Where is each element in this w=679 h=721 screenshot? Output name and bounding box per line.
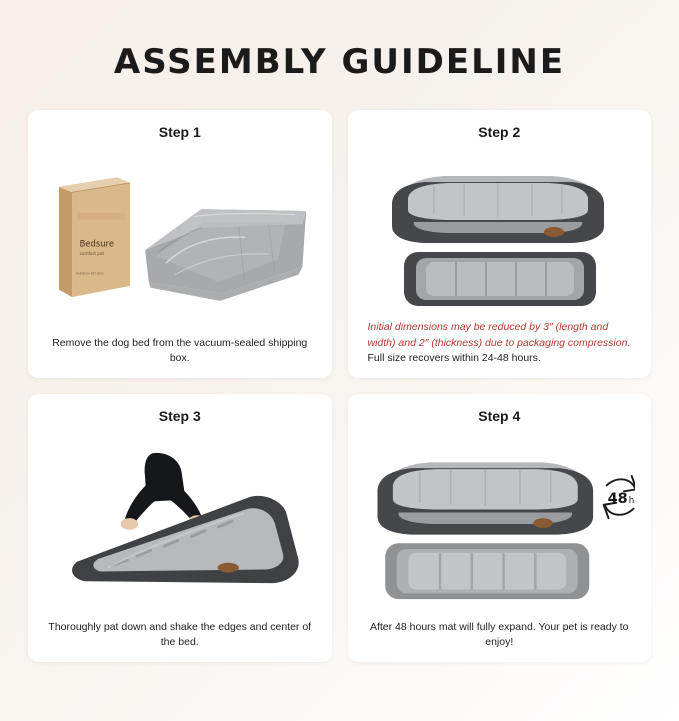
step-2-illustration <box>364 144 636 320</box>
badge-unit-text: h <box>628 495 634 506</box>
vacuum-sealed-bed-icon <box>145 209 306 301</box>
step-3-caption: Thoroughly pat down and shake the edges and center of the bed. <box>48 620 312 648</box>
bed-topdown-expanded-icon <box>385 543 589 599</box>
page-title: ASSEMBLY GUIDELINE <box>113 42 566 82</box>
shipping-box-icon <box>59 177 130 297</box>
bed-topdown-icon <box>404 252 596 306</box>
step-card-4 <box>348 394 652 662</box>
step-4-caption: After 48 hours mat will fully expand. Your pet is ready to enjoy! <box>369 620 629 648</box>
step-1-label: Step 1 <box>158 124 201 140</box>
step-4-illustration <box>364 428 636 620</box>
bed-perspective-expanded-icon <box>377 462 593 534</box>
step-2-caption <box>364 320 636 366</box>
compressed-bed-two-views-graphic <box>374 152 624 312</box>
step-card-1 <box>28 110 332 378</box>
step-card-2 <box>348 110 652 378</box>
step-card-3 <box>28 394 332 662</box>
box-and-compressed-bed-graphic <box>44 165 316 315</box>
step-2-label: Step 2 <box>478 124 521 140</box>
step-2-caption-rest: Full size recovers within 24-48 hours. <box>367 351 541 364</box>
step-1-illustration <box>44 144 316 336</box>
bed-perspective-icon <box>392 176 604 243</box>
step-1-caption: Remove the dog bed from the vacuum-sealed shipping box. <box>52 336 308 364</box>
step-3-label: Step 3 <box>158 408 201 424</box>
steps-grid <box>28 110 651 662</box>
48-hours-badge-icon <box>603 476 635 518</box>
step-2-warning-text: Initial dimensions may be reduced by 3″ (length and width) and 2″ (thickness) due to packaging compression. <box>367 321 631 349</box>
badge-number-text: 48 <box>607 490 628 507</box>
box-footnote-text: PREMIUM PET BED <box>75 271 104 276</box>
step-3-illustration <box>44 428 316 620</box>
expanded-bed-two-views-graphic <box>364 444 636 604</box>
step-4-label: Step 4 <box>478 408 521 424</box>
box-subtitle-text: comfort pet <box>79 250 105 256</box>
box-brand-text: Bedsure <box>79 238 115 249</box>
person-patting-bed-graphic <box>44 441 316 606</box>
assembly-guideline-page <box>0 42 679 721</box>
